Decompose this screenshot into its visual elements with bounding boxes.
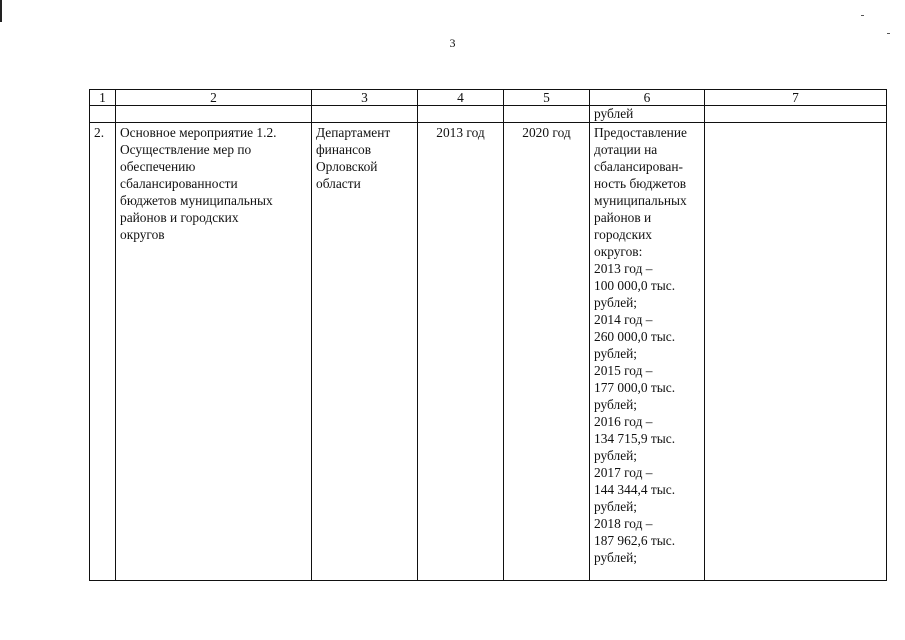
cell-text-line: Департамент xyxy=(316,125,391,140)
table-cell: рублей xyxy=(590,106,705,123)
cell-text-line: рублей; xyxy=(594,295,638,310)
cell-text-line: Предоставление xyxy=(594,125,687,140)
cell-text-line: области xyxy=(316,176,361,191)
table-cell xyxy=(312,106,418,123)
cell-text-line: округов: xyxy=(594,244,643,259)
cell-text-line: 177 000,0 тыс. xyxy=(594,380,676,395)
column-number-cell: 7 xyxy=(705,90,887,106)
cell-text-line: дотации на xyxy=(594,142,658,157)
table-cell xyxy=(116,106,312,123)
cell-text-line: рублей; xyxy=(594,448,638,463)
scan-speck xyxy=(887,33,890,34)
column-number-row xyxy=(90,90,887,106)
cell-text-line: рублей; xyxy=(594,499,638,514)
table-cell xyxy=(705,106,887,123)
cell-text-line: районов и городских xyxy=(120,210,239,225)
cell-text-line: рублей; xyxy=(594,346,638,361)
cell-text-line: 2017 год – xyxy=(594,465,653,480)
page-number: 3 xyxy=(449,36,456,50)
cell-text-line: 2014 год – xyxy=(594,312,653,327)
cell-text-line: ность бюджетов xyxy=(594,176,687,191)
cell-text-line: 2015 год – xyxy=(594,363,653,378)
cell-text-line: 2018 год – xyxy=(594,516,653,531)
table-cell xyxy=(418,106,504,123)
cell-text-line: Орловской xyxy=(316,159,378,174)
column-number-cell: 6 xyxy=(590,90,705,106)
cell-text-line: рублей; xyxy=(594,397,638,412)
executor-cell xyxy=(312,123,418,581)
table-cell xyxy=(504,106,590,123)
cell-text-line: рублей; xyxy=(594,550,638,565)
cell-text-line: городских xyxy=(594,227,652,242)
continuation-row xyxy=(90,106,887,123)
cell-text-line: Осуществление мер по xyxy=(120,142,252,157)
cell-text-line: сбалансирован- xyxy=(594,159,683,174)
cell-text-line: бюджетов муниципальных xyxy=(120,193,273,208)
start-year-cell: 2013 год xyxy=(418,123,504,581)
cell-text-line: 2013 год – xyxy=(594,261,653,276)
note-cell xyxy=(705,123,887,581)
program-measures-table xyxy=(89,89,887,581)
cell-text-line: муниципальных xyxy=(594,193,687,208)
cell-text-line: округов xyxy=(120,227,165,242)
table-cell xyxy=(90,106,116,123)
cell-text-line: сбалансированности xyxy=(120,176,238,191)
scan-speck xyxy=(861,15,864,16)
cell-text-line: 260 000,0 тыс. xyxy=(594,329,676,344)
table-row xyxy=(90,123,887,581)
column-number-cell: 1 xyxy=(90,90,116,106)
cell-text-line: финансов xyxy=(316,142,372,157)
end-year-cell: 2020 год xyxy=(504,123,590,581)
cell-text-line: районов и xyxy=(594,210,652,225)
column-number-cell: 3 xyxy=(312,90,418,106)
column-number-cell: 2 xyxy=(116,90,312,106)
cell-text-line: обеспечению xyxy=(120,159,196,174)
expected-result-cell xyxy=(590,123,705,581)
cell-text-line: Основное мероприятие 1.2. xyxy=(120,125,277,140)
column-number-cell: 5 xyxy=(504,90,590,106)
cell-text-line: 144 344,4 тыс. xyxy=(594,482,676,497)
cell-text-line: 2016 год – xyxy=(594,414,653,429)
scan-edge-mark xyxy=(0,0,2,22)
column-number-cell: 4 xyxy=(418,90,504,106)
cell-text-line: 187 962,6 тыс. xyxy=(594,533,676,548)
row-number-cell: 2. xyxy=(90,123,116,581)
measure-name-cell xyxy=(116,123,312,581)
cell-text-line: 134 715,9 тыс. xyxy=(594,431,676,446)
cell-text-line: 100 000,0 тыс. xyxy=(594,278,676,293)
